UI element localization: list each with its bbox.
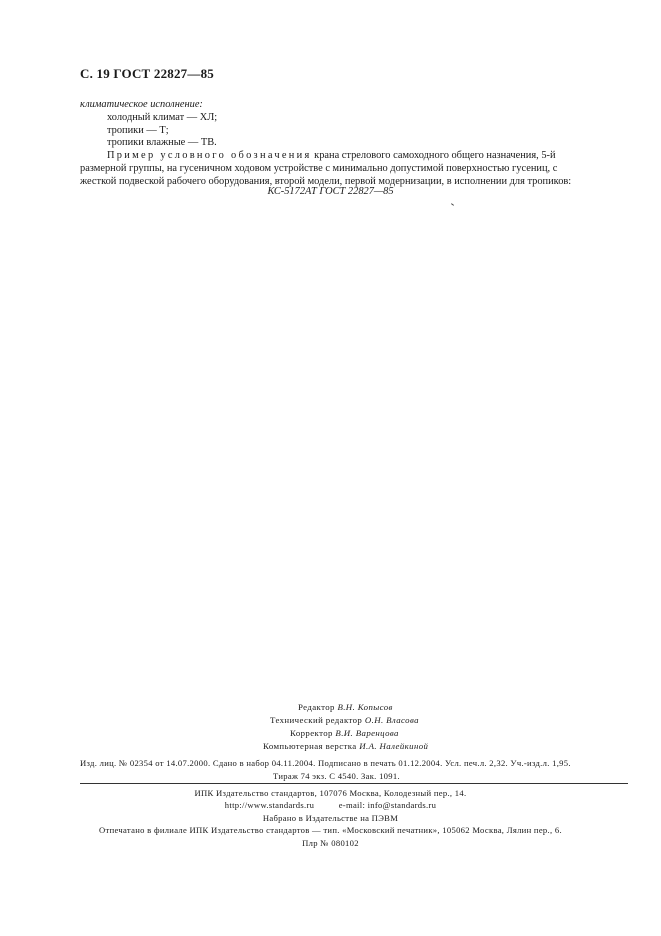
imprint-block (0, 787, 661, 849)
page-header: С. 19 ГОСТ 22827—85 (80, 66, 214, 81)
publication-info (80, 757, 640, 783)
imprint-email: e-mail: info@standards.ru (338, 800, 437, 811)
example-line-3: жесткой подвеской рабочего оборудования, второй модели, первой модернизации, в исполнении для тропиков: (80, 175, 572, 187)
pubinfo-line-2: Тираж 74 экз. С 4540. Зак. 1091. (273, 771, 400, 782)
credit-layout: Компьютерная верстка И.А. Налейкиной (263, 741, 429, 751)
climate-heading: климатическое исполнение: (80, 99, 203, 110)
example-line1-rest: крана стрелового самоходного общего назначения, 5-й (314, 150, 556, 162)
imprint-contacts (0, 799, 661, 811)
climate-item: холодный климат — ХЛ; (107, 111, 218, 123)
divider-rule (80, 783, 628, 784)
imprint-printed: Отпечатано в филиале ИПК Издательство стандартов — тип. «Московский печатник», 105062 Москва, Лялин пер., 6. (99, 825, 562, 836)
body-text (80, 99, 628, 189)
example-line-1 (80, 150, 628, 163)
climate-item: тропики влажные — ТВ. (107, 137, 217, 149)
example-lead: Пример условного обозначения (107, 150, 312, 162)
stray-mark (451, 203, 454, 206)
credit-proofreader: Корректор В.И. Варенцова (290, 728, 399, 738)
credit-editor: Редактор В.Н. Копысов (298, 702, 393, 712)
credit-tech-editor: Технический редактор О.Н. Власова (270, 715, 419, 725)
imprint-publisher: ИПК Издательство стандартов, 107076 Москва, Колодезный пер., 14. (194, 788, 467, 798)
pubinfo-line-1: Изд. лиц. № 02354 от 14.07.2000. Сдано в набор 04.11.2004. Подписано в печать 01.12.2004. Усл. печ.л. 2,32. Уч.-изд.л. 1,95. (80, 758, 571, 768)
example-line-2: размерной группы, на гусеничном ходовом устройстве с минимально допустимой поверхностью гусениц, с (80, 162, 558, 174)
imprint-website: http://www.standards.ru (224, 800, 315, 811)
designation-example: КС-5172АТ ГОСТ 22827—85 (267, 186, 394, 197)
imprint-typeset: Набрано в Издательстве на ПЭВМ (262, 812, 399, 823)
climate-item: тропики — Т; (107, 124, 169, 136)
imprint-plr: Плр № 080102 (302, 837, 359, 848)
